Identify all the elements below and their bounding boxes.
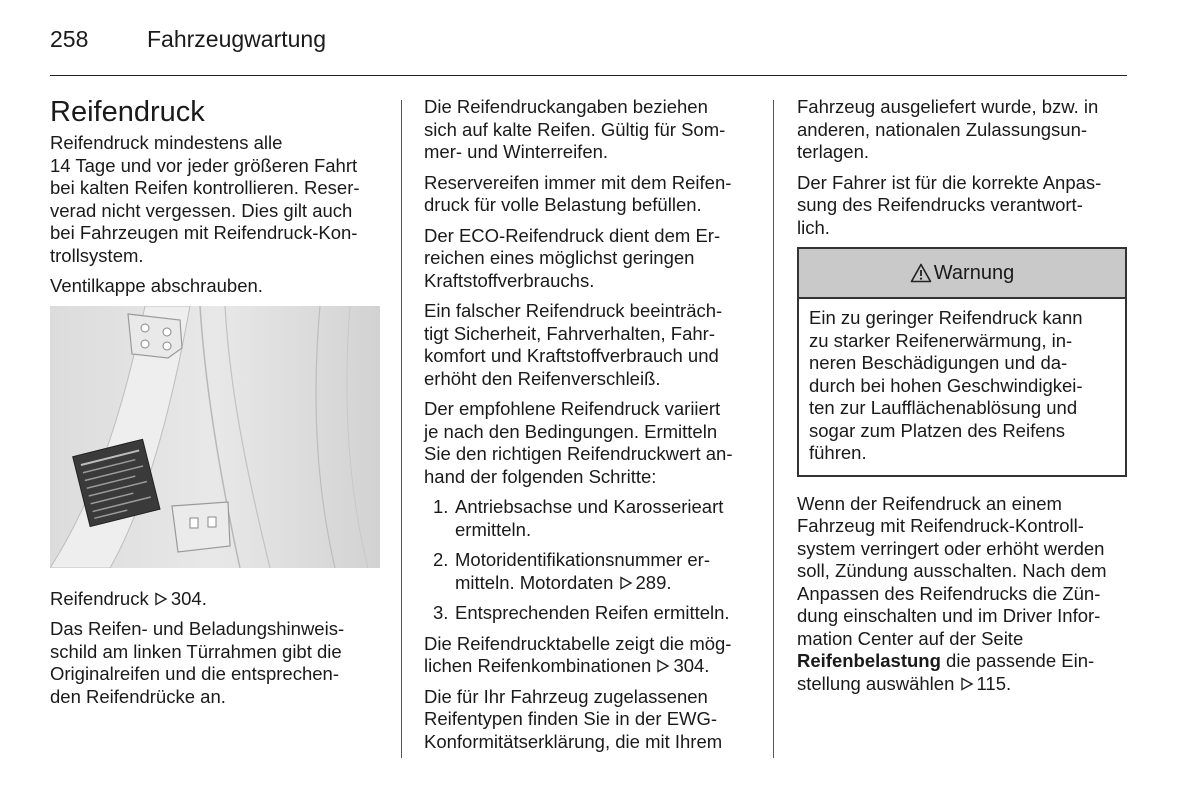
text-line: verad nicht vergessen. Dies gilt auch: [50, 199, 353, 221]
text-line: bei Fahrzeugen mit Reifendruck-Kon-: [50, 222, 358, 243]
paragraph: [797, 96, 1127, 164]
text-line: Ein zu geringer Reifendruck kann: [809, 307, 1083, 328]
text-line: dung einschalten und im Driver Infor-: [797, 605, 1101, 626]
reference-page: 289.: [635, 571, 672, 593]
text-run: Reifendruck: [50, 587, 149, 609]
text-line: komfort und Kraftstoffverbrauch und: [424, 345, 719, 366]
text-line: führen.: [809, 442, 867, 463]
text-line: durch bei hohen Geschwindigkei-: [809, 374, 1083, 396]
text-line: ten zur Laufflächenablösung und: [809, 397, 1078, 418]
paragraph: [424, 225, 754, 293]
list-number: 2.: [433, 549, 449, 570]
paragraph: [50, 132, 382, 267]
door-frame-tire-label-illustration: [50, 306, 380, 568]
arrow-reference-icon: [619, 576, 633, 590]
arrow-reference-icon: [960, 677, 974, 691]
text-line: Wenn der Reifendruck an einem: [797, 492, 1062, 514]
arrow-reference-icon: [154, 592, 168, 606]
text-line: Der ECO-Reifendruck dient dem Er-: [424, 224, 721, 246]
chapter-title: Fahrzeugwartung: [147, 26, 326, 52]
text-line: Der empfohlene Reifendruck variiert: [424, 398, 721, 419]
arrow-reference-icon: [656, 659, 670, 673]
text-run: stellung auswählen: [797, 672, 955, 694]
paragraph: [797, 172, 1127, 240]
text-line: sogar zum Platzen des Reifens: [809, 419, 1066, 441]
text-line: Motoridentifikationsnummer er-: [455, 549, 710, 570]
paragraph: [424, 398, 754, 488]
column-3: [797, 96, 1127, 703]
text-line: Kraftstoffverbrauchs.: [424, 269, 595, 291]
text-line: ermitteln.: [455, 518, 532, 540]
text-line: Reservereifen immer mit dem Reifen-: [424, 171, 732, 193]
text-line: Entsprechenden Reifen ermitteln.: [455, 602, 730, 623]
text-line: anderen, nationalen Zulassungsun-: [797, 118, 1088, 140]
text-line: den Reifendrücke an.: [50, 685, 226, 707]
list-number: 1.: [433, 496, 449, 517]
text-run: die passende Ein-: [940, 650, 1095, 671]
text-line: soll, Zündung ausschalten. Nach dem: [797, 560, 1107, 581]
page-reference[interactable]: [960, 673, 1012, 694]
text-run: lichen Reifenkombinationen: [424, 655, 652, 676]
text-line: Originalreifen und die entsprechen-: [50, 663, 339, 684]
text-line: Fahrzeug mit Reifendruck-Kontroll-: [797, 515, 1084, 536]
text-line: hand der folgenden Schritte:: [424, 465, 657, 487]
text-line: neren Beschädigungen und da-: [809, 352, 1068, 373]
page-reference[interactable]: [154, 588, 207, 609]
text-line: tigt Sicherheit, Fahrverhalten, Fahr-: [424, 322, 715, 344]
text-line: terlagen.: [797, 141, 869, 162]
page-reference[interactable]: [619, 572, 672, 593]
text-line: lich.: [797, 216, 830, 238]
text-line: Die Reifendruckangaben beziehen: [424, 96, 708, 117]
list-number: 3.: [433, 602, 449, 623]
reference-page: 304.: [673, 655, 710, 676]
list-item: [424, 496, 754, 541]
text-line: Konformitätserklärung, die mit Ihrem: [424, 730, 723, 752]
text-line: erhöht den Reifenverschleiß.: [424, 367, 661, 389]
warning-title: Warnung: [933, 261, 1015, 284]
warning-triangle-icon: [910, 263, 932, 283]
text-line: reichen eines möglichst geringen: [424, 247, 695, 268]
column-2: [424, 96, 754, 761]
paragraph: [797, 493, 1127, 696]
text-line: Ein falscher Reifendruck beeinträch-: [424, 300, 723, 321]
text-line: mation Center auf der Seite: [797, 627, 1024, 649]
text-line: Das Reifen- und Beladungshinweis-: [50, 618, 345, 639]
text-line: Fahrzeug ausgeliefert wurde, bzw. in: [797, 96, 1099, 117]
text-line: mer- und Winterreifen.: [424, 141, 609, 162]
column-1: [50, 96, 382, 716]
text-line: bei kalten Reifen kontrollieren. Reser-: [50, 177, 360, 198]
text-line: sich auf kalte Reifen. Gültig für Som-: [424, 118, 726, 140]
text-line: trollsystem.: [50, 244, 144, 266]
paragraph: [424, 172, 754, 217]
column-divider: [401, 100, 402, 758]
paragraph: [50, 588, 382, 611]
section-heading: Reifendruck: [50, 96, 205, 128]
text-line: Antriebsachse und Karosserieart: [455, 496, 724, 517]
text-line: Reifentypen finden Sie in der EWG-: [424, 708, 718, 729]
list-item: [424, 549, 754, 594]
warning-box: [797, 247, 1127, 477]
text-line: druck für volle Belastung befüllen.: [424, 194, 702, 215]
text-line: Reifendruck mindestens alle: [50, 132, 283, 153]
header-rule: [50, 75, 1127, 76]
page-reference[interactable]: [656, 655, 709, 676]
text-line: zu starker Reifenerwärmung, in-: [809, 329, 1073, 351]
text-line: schild am linken Türrahmen gibt die: [50, 640, 342, 662]
paragraph: [50, 618, 382, 708]
paragraph: [424, 686, 754, 754]
text-line: Die für Ihr Fahrzeug zugelassenen: [424, 685, 708, 707]
page-number: 258: [50, 26, 89, 52]
reference-page: 115.: [976, 672, 1012, 694]
paragraph: Ventilkappe abschrauben.: [50, 275, 263, 296]
text-line: system verringert oder erhöht werden: [797, 537, 1105, 559]
text-line: Der Fahrer ist für die korrekte Anpas-: [797, 171, 1102, 193]
text-line: Anpassen des Reifendrucks die Zün-: [797, 582, 1101, 604]
menu-page-name: Reifenbelastung: [797, 650, 941, 671]
paragraph: [424, 96, 754, 164]
text-line: sung des Reifendrucks verantwort-: [797, 194, 1083, 215]
reference-page: 304.: [170, 587, 207, 609]
text-line: 14 Tage und vor jeder größeren Fahrt: [50, 154, 358, 176]
paragraph: [424, 300, 754, 390]
paragraph: [424, 633, 754, 678]
steps-list: [424, 496, 754, 625]
text-line: Die Reifendrucktabelle zeigt die mög-: [424, 632, 732, 654]
warning-header: [799, 249, 1125, 299]
text-line: Sie den richtigen Reifendruckwert an-: [424, 443, 733, 464]
text-line: je nach den Bedingungen. Ermitteln: [424, 420, 718, 442]
warning-body: [799, 299, 1125, 475]
text-run: mitteln. Motordaten: [455, 571, 614, 593]
column-divider: [773, 100, 774, 758]
list-item: [424, 602, 754, 625]
